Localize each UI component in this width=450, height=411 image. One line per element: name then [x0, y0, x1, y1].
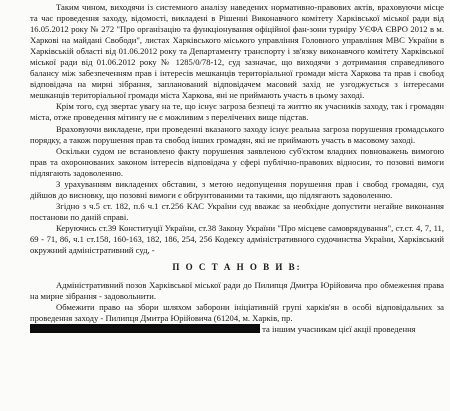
paragraph-circumstances: З урахуванням викладених обставин, з метою недопущення порушення прав і свобод громадян, суд дійшов до висновку, що позовні вимоги є обґрунтованими та такими, що підлягають задоволенню. — [30, 178, 444, 200]
redaction-bar — [30, 324, 260, 333]
paragraph-legal-basis: Керуючись ст.39 Конституції України, ст.38 Закону України "Про місцеве самоврядування", ст.ст. 4, 7, 11, 69 - 71, 86, ч.1 ст.158, 160-163, 182, 186, 254, 256 Кодексу адміністративного судочинства України, Харківський окружний адміністративний суд, - — [30, 222, 444, 256]
paragraph-public-order: Враховуючи викладене, при проведенні вказаного заходу існує реальна загроза порушення громадського порядку, а також порушення прав та свобод інших громадян, які не приймають участь в масовому заході. — [30, 123, 444, 145]
paragraph-claim-satisfied: Адміністративний позов Харківської міської ради до Пилипця Дмитра Юрійовича про обмеження права на мирне зібрання - задовольнити. — [30, 280, 444, 302]
court-ruling-text — [0, 2, 446, 335]
paragraph-restriction: Обмежити право на збори шляхом заборони ініціативній групі харків'ян в особі відповідальних за проведення заходу - Пилипця Дмитра Юрійовича (61204, м. Харків, пр. — [30, 302, 444, 324]
ruling-heading: П О С Т А Н О В И В: — [172, 262, 302, 273]
paragraph-threat: Крім того, суд звертає увагу на те, що існує загроза безпеці та життю як учасників заходу, так і громадян міста, отже проведення мітингу не є можливим з перелічених вище підстав. — [30, 101, 444, 123]
paragraph-analysis: Таким чином, виходячи із системного аналізу наведених нормативно-правових актів, враховуючи місце та час проведення заходу, відомості, викладені в Рішенні Виконавчого комітету Харківської міської ради від 16.05.2012 року № 272 "Про організацію та функціонування офіційної фан-зони турніру УЄФА ЄВРО 2012 в м. Харкові на майдані Свободи", листах Харківського міського управління Головного управління МВС України в Харківській області від 01.06.2012 року та Департаменту транспорту і зв'язку виконавчого комітету Харківської міської ради від 01.06.2012 року № 1285/0/78-12, суд зазначає, що виходячи з дотримання справедливого балансу між забезпеченням прав і інтересів мешканців територіальної громади міста Харкова та прав і свобод відповідача на мирні зібрання, запланований відповідачем масовий захід не узгоджується з інтересами мешканців територіальної громади міста Харкова, яні не приймають участь в цьому заході. — [30, 2, 444, 101]
paragraph-immediate-execution: Згідно з ч.5 ст. 182, п.6 ч.1 ст.256 КАС України суд вважає за необхідне допустити негайне виконання постанови по даній справі. — [30, 200, 444, 222]
paragraph-claims-granted: Оскільки судом не встановлено факту порушення заявленою суб'єктом владних повноважень вимогою прав та охоронюваних законом інтересів відповідача у сфері публічно-правових відносин, то позовні вимоги підлягають задоволенню. — [30, 145, 444, 178]
last-line-text: та іншим учасникам цієї акції проведення — [262, 324, 416, 335]
redacted-line — [30, 324, 444, 335]
